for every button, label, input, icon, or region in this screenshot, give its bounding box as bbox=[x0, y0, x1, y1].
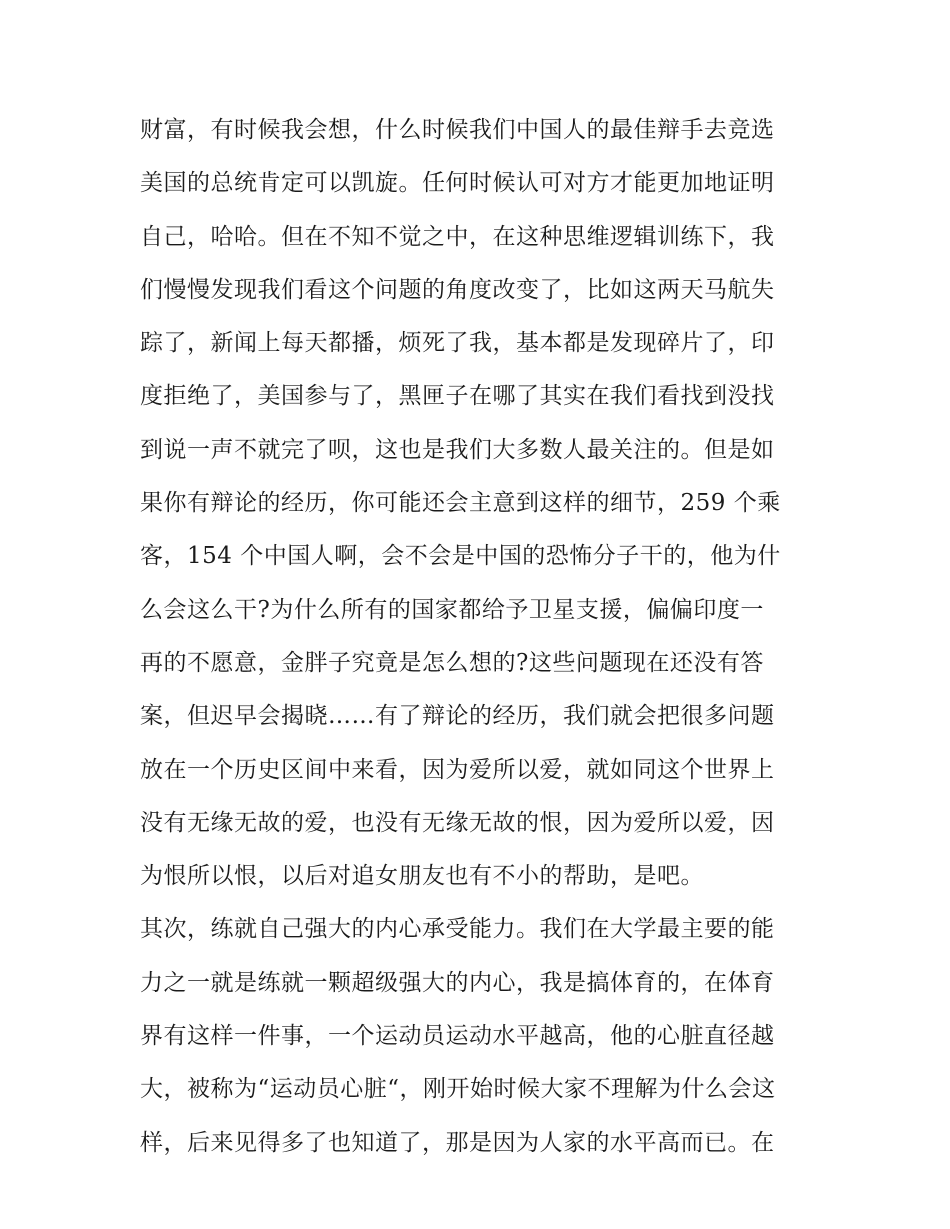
text-line: 么会这么干?为什么所有的国家都给予卫星支援，偏偏印度一 bbox=[140, 596, 764, 623]
text-line: 大，被称为“运动员心脏“，刚开始时候大家不理解为什么会这 bbox=[140, 1076, 776, 1103]
body-text bbox=[140, 104, 820, 1170]
text-line: 果你有辩论的经历，你可能还会主意到这样的细节，259 个乘 bbox=[140, 490, 781, 517]
text-line: 度拒绝了，美国参与了，黑匣子在哪了其实在我们看找到没找 bbox=[140, 383, 775, 410]
text-line: 自己，哈哈。但在不知不觉之中，在这种思维逻辑训练下，我 bbox=[140, 223, 775, 250]
text-line: 财富，有时候我会想，什么时候我们中国人的最佳辩手去竞选 bbox=[140, 117, 775, 143]
text-line: 踪了，新闻上每天都播，烦死了我，基本都是发现碎片了，印 bbox=[140, 330, 775, 357]
text-line: 力之一就是练就一颗超级强大的内心，我是搞体育的，在体育 bbox=[140, 969, 775, 996]
text-line: 案，但迟早会揭晓……有了辩论的经历，我们就会把很多问题 bbox=[140, 703, 775, 730]
text-line: 其次，练就自己强大的内心承受能力。我们在大学最主要的能 bbox=[140, 916, 775, 943]
text-line: 没有无缘无故的爱，也没有无缘无故的恨，因为爱所以爱，因 bbox=[140, 809, 775, 836]
text-line: 客，154 个中国人啊，会不会是中国的恐怖分子干的，他为什 bbox=[140, 543, 781, 570]
text-line: 样，后来见得多了也知道了，那是因为人家的水平高而已。在 bbox=[140, 1129, 775, 1156]
text-line: 到说一声不就完了呗，这也是我们大多数人最关注的。但是如 bbox=[140, 436, 775, 463]
text-line: 们慢慢发现我们看这个问题的角度改变了，比如这两天马航失 bbox=[140, 276, 775, 303]
text-line: 为恨所以恨，以后对追女朋友也有不小的帮助，是吧。 bbox=[140, 863, 704, 890]
text-line: 界有这样一件事，一个运动员运动水平越高，他的心脏直径越 bbox=[140, 1023, 775, 1050]
text-line: 再的不愿意，金胖子究竟是怎么想的?这些问题现在还没有答 bbox=[140, 649, 764, 676]
text-line: 放在一个历史区间中来看，因为爱所以爱，就如同这个世界上 bbox=[140, 756, 775, 783]
text-line: 美国的总统肯定可以凯旋。任何时候认可对方才能更加地证明 bbox=[140, 170, 775, 197]
